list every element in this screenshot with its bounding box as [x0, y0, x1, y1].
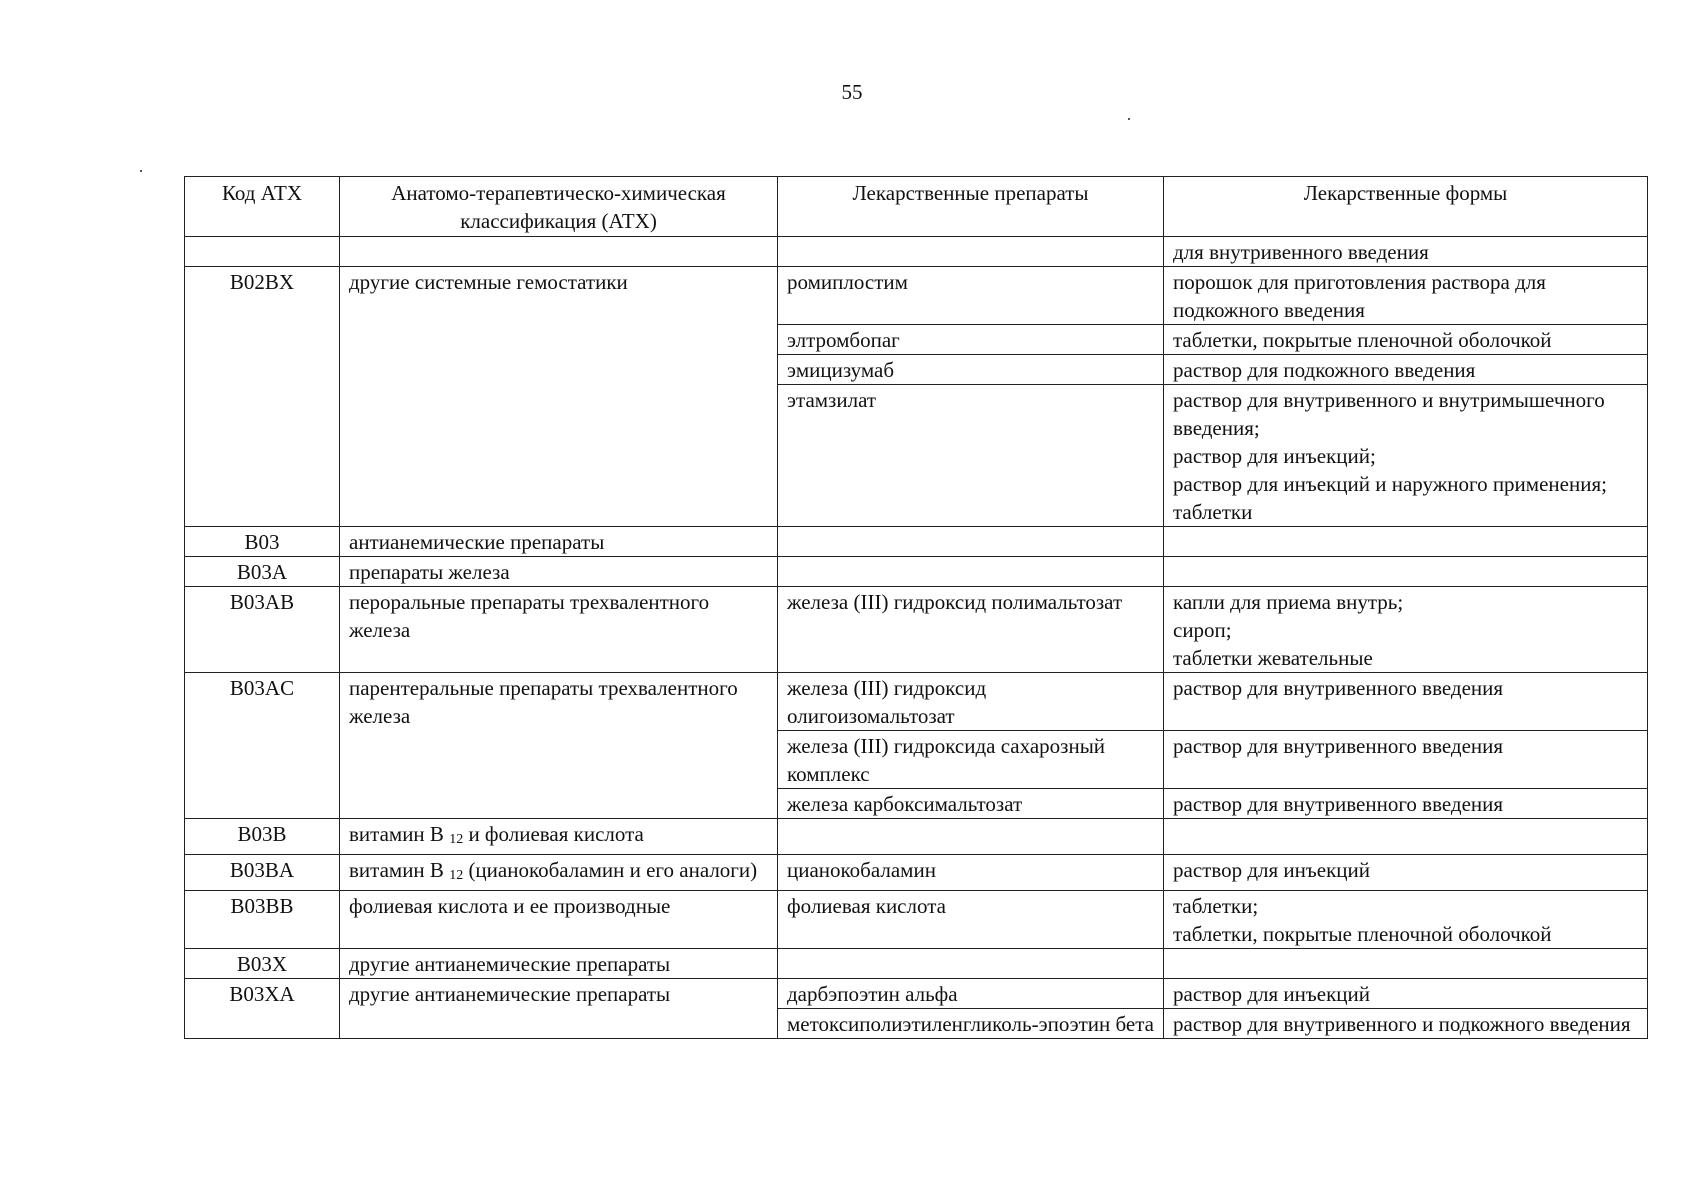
subscript-number: 12 — [449, 832, 464, 847]
table-row — [185, 587, 1648, 673]
form-cell: раствор для подкожного введения — [1164, 355, 1648, 385]
form-line: раствор для внутривенного и внутримышечного введения; — [1173, 388, 1605, 440]
header-code: Код АТХ — [185, 177, 340, 237]
atc-code: B03AB — [185, 587, 340, 673]
drug-cell: эмицизумаб — [778, 355, 1164, 385]
header-classification: Анатомо-терапевтическо-химическая классификация (АТХ) — [340, 177, 778, 237]
atc-name: другие антианемические препараты — [340, 949, 778, 979]
drug-cell: железа (III) гидроксида сахарозный комплекс — [778, 731, 1164, 789]
atc-name: другие антианемические препараты — [340, 979, 778, 1039]
name-part: (цианокобаламин и его аналоги) — [463, 858, 758, 882]
atc-table — [184, 176, 1648, 1039]
form-cell: раствор для внутривенного и подкожного введения — [1164, 1009, 1648, 1039]
atc-name — [340, 819, 778, 855]
subscript-number: 12 — [449, 868, 464, 883]
scan-speck — [140, 170, 142, 172]
form-line: таблетки; — [1173, 894, 1259, 918]
atc-name: парентеральные препараты трехвалентного железа — [340, 673, 778, 819]
form-cell: для внутривенного введения — [1164, 237, 1648, 267]
table-row — [185, 891, 1648, 949]
form-cell: раствор для инъекций — [1164, 979, 1648, 1009]
atc-code: B02BX — [185, 267, 340, 527]
form-line: таблетки — [1173, 500, 1253, 524]
table-row — [185, 673, 1648, 731]
atc-code: B03AC — [185, 673, 340, 819]
drug-cell: метоксиполиэтиленгликоль-эпоэтин бета — [778, 1009, 1164, 1039]
drug-cell: элтромбопаг — [778, 325, 1164, 355]
table-row — [185, 557, 1648, 587]
table-row — [185, 979, 1648, 1009]
form-cell — [1164, 587, 1648, 673]
name-part: витамин В — [349, 822, 444, 846]
header-forms: Лекарственные формы — [1164, 177, 1648, 237]
form-cell: раствор для внутривенного введения — [1164, 731, 1648, 789]
table-header-row — [185, 177, 1648, 237]
drug-cell: железа (III) гидроксид полимальтозат — [778, 587, 1164, 673]
drug-cell: железа карбоксимальтозат — [778, 789, 1164, 819]
page-number: 55 — [841, 80, 863, 104]
form-line: таблетки жевательные — [1173, 646, 1373, 670]
drug-cell: фолиевая кислота — [778, 891, 1164, 949]
form-cell: раствор для инъекций — [1164, 855, 1648, 891]
atc-code: B03BA — [185, 855, 340, 891]
scan-speck — [1128, 118, 1130, 120]
atc-code: B03B — [185, 819, 340, 855]
drug-cell: дарбэпоэтин альфа — [778, 979, 1164, 1009]
name-part: и фолиевая кислота — [463, 822, 644, 846]
form-cell: таблетки, покрытые пленочной оболочкой — [1164, 325, 1648, 355]
form-cell: порошок для приготовления раствора для подкожного введения — [1164, 267, 1648, 325]
atc-name: пероральные препараты трехвалентного железа — [340, 587, 778, 673]
form-cell — [1164, 891, 1648, 949]
form-line: капли для приема внутрь; — [1173, 590, 1404, 614]
atc-code: B03XA — [185, 979, 340, 1039]
form-line: раствор для инъекций; — [1173, 444, 1376, 468]
form-line: таблетки, покрытые пленочной оболочкой — [1173, 922, 1552, 946]
form-line: сироп; — [1173, 618, 1232, 642]
name-part: витамин В — [349, 858, 444, 882]
table-row — [185, 949, 1648, 979]
atc-name: фолиевая кислота и ее производные — [340, 891, 778, 949]
table-row — [185, 819, 1648, 855]
atc-name: препараты железа — [340, 557, 778, 587]
drug-cell: железа (III) гидроксид олигоизомальтозат — [778, 673, 1164, 731]
table-row — [185, 527, 1648, 557]
table-row — [185, 267, 1648, 325]
atc-code: B03X — [185, 949, 340, 979]
atc-code: B03A — [185, 557, 340, 587]
atc-code: B03 — [185, 527, 340, 557]
atc-name — [340, 855, 778, 891]
atc-code: B03BB — [185, 891, 340, 949]
header-drugs: Лекарственные препараты — [778, 177, 1164, 237]
drug-cell: этамзилат — [778, 385, 1164, 527]
drug-cell: цианокобаламин — [778, 855, 1164, 891]
atc-name: другие системные гемостатики — [340, 267, 778, 527]
atc-name: антианемические препараты — [340, 527, 778, 557]
form-line: раствор для инъекций и наружного применения; — [1173, 472, 1607, 496]
form-cell: раствор для внутривенного введения — [1164, 789, 1648, 819]
form-cell — [1164, 385, 1648, 527]
form-cell: раствор для внутривенного введения — [1164, 673, 1648, 731]
drug-cell: ромиплостим — [778, 267, 1164, 325]
table-row — [185, 855, 1648, 891]
table-row — [185, 237, 1648, 267]
